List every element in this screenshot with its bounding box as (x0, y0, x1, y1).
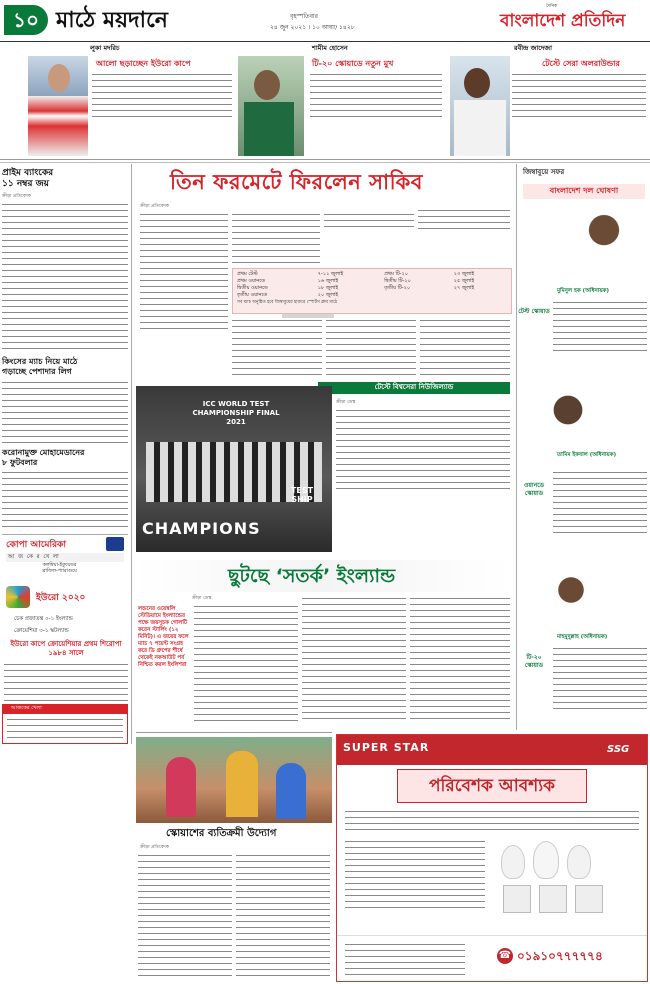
main-body-col2 (232, 212, 320, 268)
superstar-ad (336, 734, 648, 982)
tv-title: আজকের খেলা (3, 705, 127, 714)
odi-captain: তামিম ইকবাল (অধিনায়ক) (557, 452, 617, 458)
copa-match: কলম্বিয়া-ইকুয়েডর ব্রাজিল-প্যারাগুয়ে (42, 563, 77, 574)
schedule-cell: তৃতীয় টি-২০ (384, 285, 411, 291)
strip-text-3 (512, 72, 646, 120)
main-story (136, 164, 512, 380)
main-body-col4 (232, 318, 322, 376)
bulb-icon (501, 845, 525, 879)
page-header (0, 0, 650, 42)
date-line: ২৪ জুন ২০২১ । ১০ আষাঢ় ১৪২৮ (270, 24, 355, 31)
main-body-col1 (140, 212, 228, 330)
squash-photo (136, 737, 332, 823)
odi-squad-list (553, 470, 647, 534)
main-body-col5 (326, 318, 416, 376)
right-column (516, 164, 650, 730)
jadeja-photo (450, 56, 510, 156)
ad-logo: SSG (607, 744, 630, 755)
switch-icon (539, 885, 567, 913)
ad-address (345, 942, 465, 976)
schedule-cell: ২৭ জুলাই (453, 285, 475, 291)
icc-banner: ICC WORLD TEST CHAMPIONSHIP FINAL 2021 (192, 400, 280, 426)
euro-row2: ক্রোয়েশিয়া ৩-১ স্কটল্যান্ড (14, 628, 69, 634)
champions-text: CHAMPIONS (142, 519, 261, 538)
strip-name-3: রবীন্দ্র জাদেজা (514, 44, 553, 52)
ad-title: পরিবেশক আবশ্যক (428, 775, 556, 796)
modric-photo (28, 56, 88, 156)
squash-body-1 (138, 853, 232, 979)
t20-label: টি-২০ স্কোয়াড (524, 654, 544, 669)
schedule-row (237, 285, 507, 292)
ad-title-box (397, 769, 587, 803)
left-story2-title: কিংসের ম্যাচ নিয়ে মাঠে গড়াচ্ছে পেশাদার লিগ (2, 357, 78, 376)
copa-box (2, 534, 128, 584)
left-story1-body (2, 202, 128, 350)
schedule-cell: তৃতীয় ওয়ানডে (237, 292, 268, 298)
tv-box (2, 704, 128, 744)
schedule-cell: প্রথম টেস্ট (237, 271, 258, 277)
mominul-photo (567, 200, 641, 286)
tv-body (7, 717, 123, 741)
strip-text-2 (310, 72, 442, 120)
ad-footer-band (337, 935, 647, 981)
england-pull-quote: লন্ডনের ওয়েম্বলি স্টেডিয়ামে ইংল্যান্ডের পক্ষে জয়সূচক গোলটি করেন স্টার্লিং (১২ মিনিট)। এ জয়ের ফলে ম্যাচ ৭ পয়েন্ট সংগ্রহ করে ডি গ্রুপের শীর্ষে থেকেই নকআউট পর্ব নিশ্চিত করল ইংলিশরা (138, 606, 189, 668)
masthead-top: দৈনিক (546, 4, 558, 9)
date-day: বৃহস্পতিবার (290, 13, 318, 20)
schedule-table (232, 268, 512, 314)
nz-photo (136, 386, 332, 552)
euro-story-title: ইউরো কাপে ক্রোয়েশিয়ার প্রথম শিরোপা ১৯৮৪ সালে (10, 640, 122, 657)
nz-title-bar (318, 382, 510, 394)
copa-logo: কোপা আমেরিকা (6, 540, 66, 550)
ad-requirements (345, 839, 485, 913)
england-body-col3 (410, 596, 510, 724)
schedule-cell: দ্বিতীয় টি-২০ (384, 278, 411, 284)
strip-text-1 (92, 72, 232, 120)
squash-byline: ক্রীড়া প্রতিবেদক (140, 845, 169, 850)
left-story1-byline: ক্রীড়া প্রতিবেদক (2, 194, 31, 199)
phone-icon: ☎ (497, 948, 513, 964)
main-body-col3 (324, 212, 414, 230)
ad-phone: ০১৯১০৭৭৭৭৭৪ (517, 949, 603, 963)
t20-squad-list (553, 646, 647, 710)
page-number: ১০ (13, 7, 39, 32)
schedule-box (418, 208, 510, 220)
copa-rows: আ জ কে র খে লা (6, 553, 124, 562)
schedule-cell: ২৩ জুলাই (453, 271, 475, 277)
divider (0, 162, 650, 163)
nz-section (136, 382, 512, 558)
schedule-intro (418, 208, 510, 232)
main-byline: ক্রীড়া প্রতিবেদক (140, 204, 169, 209)
bulb-icon (567, 845, 591, 879)
bulb-icon (533, 841, 559, 879)
shamim-photo (238, 56, 304, 156)
top-strip (0, 44, 650, 160)
england-section (136, 560, 512, 728)
strip-name-1: লুকা মদরিচ (90, 44, 120, 52)
left-column (0, 164, 132, 744)
ad-body (345, 809, 639, 833)
schedule-cell: প্রথম টি-২০ (384, 271, 408, 277)
euro-row1: চেক প্রজাতন্ত্র ০-১ ইংল্যান্ড (14, 616, 73, 622)
strip-headline-2: টি-২০ স্কোয়াডে নতুন মুখ (312, 59, 394, 68)
schedule-cell: ২৫ জুলাই (453, 278, 475, 284)
main-body-col6 (420, 318, 510, 376)
england-body-col2 (302, 596, 406, 724)
test-captain: মুমিনুল হক (অধিনায়ক) (557, 288, 610, 294)
left-story2-body (2, 380, 128, 444)
left-story1-title: প্রাইম ব্যাংকের ১১ নম্বর জয় (2, 168, 54, 189)
schedule-cell: ২০ জুলাই (317, 292, 339, 298)
england-title-band (136, 560, 512, 592)
schedule-row (237, 292, 507, 299)
england-headline: ছুটছে ‘সতর্ক’ ইংল্যান্ড (228, 565, 396, 587)
ad-products (493, 835, 641, 919)
main-headline: তিন ফরমেটে ফিরলেন সাকিব (170, 170, 423, 194)
ad-brand: SUPER STAR (343, 741, 430, 754)
england-byline: ক্রীড়া ডেস্ক (192, 596, 212, 601)
schedule-cell: ১৬ জুলাই (317, 278, 339, 284)
schedule-row (237, 271, 507, 278)
strip-headline-3: টেস্টে সেরা অলরাউন্ডার (542, 59, 620, 68)
strip-name-2: শামীম হোসেন (312, 44, 348, 52)
tour-label: জিম্বাবুয়ে সফর (523, 168, 565, 176)
squash-headline: স্কোয়াশের ব্যতিক্রমী উদ্যোগ (166, 828, 277, 839)
left-story3-title: করোনামুক্ত মোহামেডানের ৮ ফুটবলার (2, 448, 85, 467)
section-title: মাঠে ময়দানে (56, 8, 168, 33)
page-number-badge (4, 5, 48, 35)
schedule-cell: প্রথম ওয়ানডে (237, 278, 266, 284)
switch-icon (575, 885, 603, 913)
schedule-note: সব ম্যাচ অনুষ্ঠিত হবে জিম্বাবুয়ের হারারে স্পোর্টস ক্লাব মাঠে (237, 300, 338, 305)
squash-section (136, 732, 332, 982)
team-title: বাংলাদেশ দল ঘোষণা (523, 184, 645, 199)
test-ship-label: TEST SHIP (290, 486, 314, 504)
euro-story-body (4, 662, 128, 702)
schedule-cell: ৭-১১ জুলাই (317, 271, 344, 277)
switch-icon (503, 885, 531, 913)
schedule-cell: ১৮ জুলাই (317, 285, 339, 291)
schedule-row (237, 278, 507, 285)
nz-title: টেস্টে বিশ্বসেরা নিউজিল্যান্ড (374, 383, 454, 392)
schedule-cell: দ্বিতীয় ওয়ানডে (237, 285, 268, 291)
left-story3-body (2, 470, 128, 530)
test-label: টেস্ট স্কোয়াড (518, 308, 550, 315)
squash-body-2 (236, 853, 330, 979)
mahmudullah-photo (533, 562, 609, 632)
euro-logo: ইউরো ২০২০ (36, 593, 86, 603)
strip-headline-1: আলো ছড়াচ্ছেন ইউরো কাপে (96, 59, 191, 68)
t20-captain: মাহমুদুল্লাহ (অধিনায়ক) (557, 634, 608, 640)
nz-byline: ক্রীড়া ডেস্ক (336, 400, 356, 405)
england-body-col1 (194, 604, 298, 724)
euro-logo-icon (6, 586, 30, 608)
masthead: বাংলাদেশ প্রতিদিন (500, 11, 626, 31)
nz-body (336, 408, 510, 492)
tamim-photo (531, 382, 605, 462)
odi-label: ওয়ানডে স্কোয়াড (523, 482, 545, 497)
test-squad-list (553, 300, 647, 356)
copa-badge-icon (106, 537, 124, 551)
